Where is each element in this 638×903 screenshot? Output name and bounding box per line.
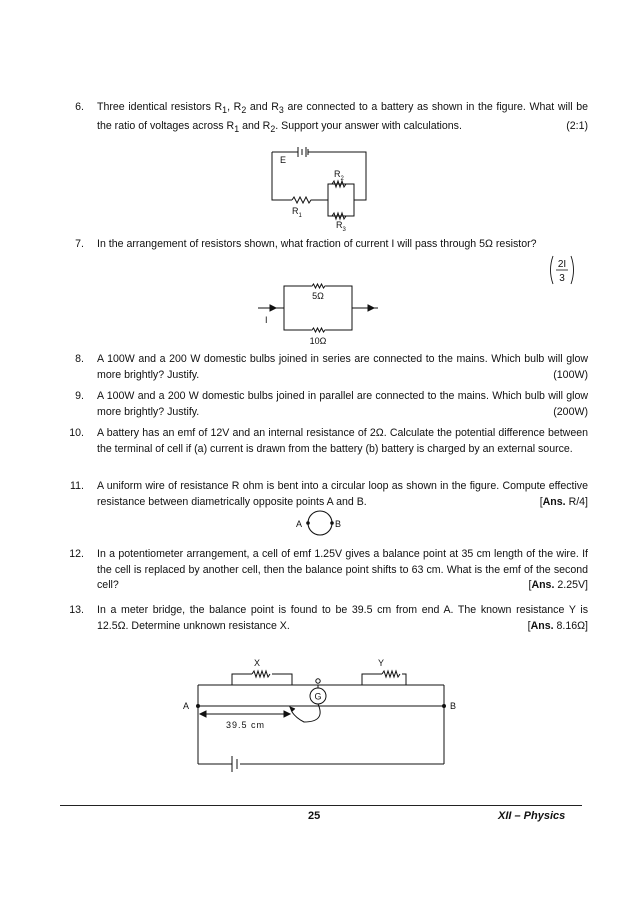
label-x: X: [254, 658, 261, 668]
question-text: A battery has an emf of 12V and an internal resistance of 2Ω. Calculate the potential difference between the terminal of cell if (a) current is drawn from the battery (b) battery is charged by an external source.: [97, 427, 588, 455]
answer: [Ans. 8.16Ω]: [527, 619, 588, 632]
svg-text:2I: 2I: [557, 259, 567, 270]
svg-text:3: 3: [559, 273, 565, 284]
answer: (100W): [553, 368, 588, 381]
answer-fraction: [548, 254, 576, 286]
label-b: B: [450, 701, 457, 711]
question-number: 9.: [75, 390, 84, 402]
question-text: In a meter bridge, the balance point is found to be 39.5 cm from end A. The known resistance Y is 12.5Ω. Determine unknown resistance X. [Ans. 8.16Ω]: [97, 603, 588, 634]
label-b: B: [335, 519, 342, 529]
answer: [Ans. 2.25V]: [528, 579, 588, 591]
label-5ohm: 5Ω: [312, 291, 324, 301]
label-g: G: [314, 691, 322, 702]
label-10ohm: 10Ω: [309, 336, 327, 346]
question-text: In the arrangement of resistors shown, what fraction of current I will pass through 5Ω resistor?: [97, 238, 537, 250]
answer: [Ans. R/4]: [539, 495, 588, 508]
figure-q13-meter-bridge: [176, 652, 466, 772]
question-text: A 100W and a 200 W domestic bulbs joined in series are connected to the mains. Which bulb will glow more brightly? Justify. (100W): [97, 352, 588, 383]
question-text: A 100W and a 200 W domestic bulbs joined in parallel are connected to the mains. Which bulb will glow more brightly? Justify. (200W): [97, 389, 588, 420]
question-number: 10.: [69, 427, 84, 439]
label-e: E: [280, 155, 287, 165]
label-a: A: [296, 519, 303, 529]
question-text: A uniform wire of resistance R ohm is bent into a circular loop as shown in the figure. Compute effective resistance between diametrically opposite points A and B. [Ans. R/4]: [97, 479, 588, 510]
question-number: 11.: [70, 480, 84, 492]
page-number: 25: [308, 810, 321, 822]
figure-q11-loop: [290, 508, 350, 538]
label-current: I: [265, 315, 268, 325]
answer: (2:1): [566, 119, 588, 132]
answer: (200W): [553, 405, 588, 418]
question-text: Three identical resistors $R_1$, $R_2$ and $R_3$ are connected to a battery as shown in the figure. What will be the ratio of voltages across $R_1$ and $R_2$. Support your answer with calculations. (2:1): [97, 101, 588, 134]
label-y: Y: [378, 658, 385, 668]
question-number: 8.: [75, 353, 84, 365]
question-text: In a potentiometer arrangement, a cell of emf 1.25V gives a balance point at 35 cm length of the wire. If the cell is replaced by another cell, then the balance point shifts to 63 cm. What is the emf of the second cell? [Ans. 2.25V]: [97, 547, 588, 594]
question-number: 6.: [75, 101, 84, 113]
figure-q7-circuit: [256, 278, 382, 348]
label-r2: $R_2$: [334, 169, 344, 182]
resistor-x: [252, 671, 270, 677]
label-r1: $R_1$: [292, 206, 302, 219]
figure-q6-circuit: [262, 144, 382, 236]
footer-rule: [60, 805, 582, 806]
label-a: A: [183, 701, 190, 711]
question-number: 12.: [69, 548, 84, 560]
question-number: 7.: [75, 238, 84, 250]
label-r3: $R_3$: [336, 220, 346, 233]
label-length: 39.5 cm: [226, 720, 266, 730]
resistor-r1: [292, 197, 328, 203]
footer-title: XII – Physics: [498, 810, 566, 822]
question-number: 13.: [69, 604, 84, 616]
resistor-y: [382, 671, 400, 677]
